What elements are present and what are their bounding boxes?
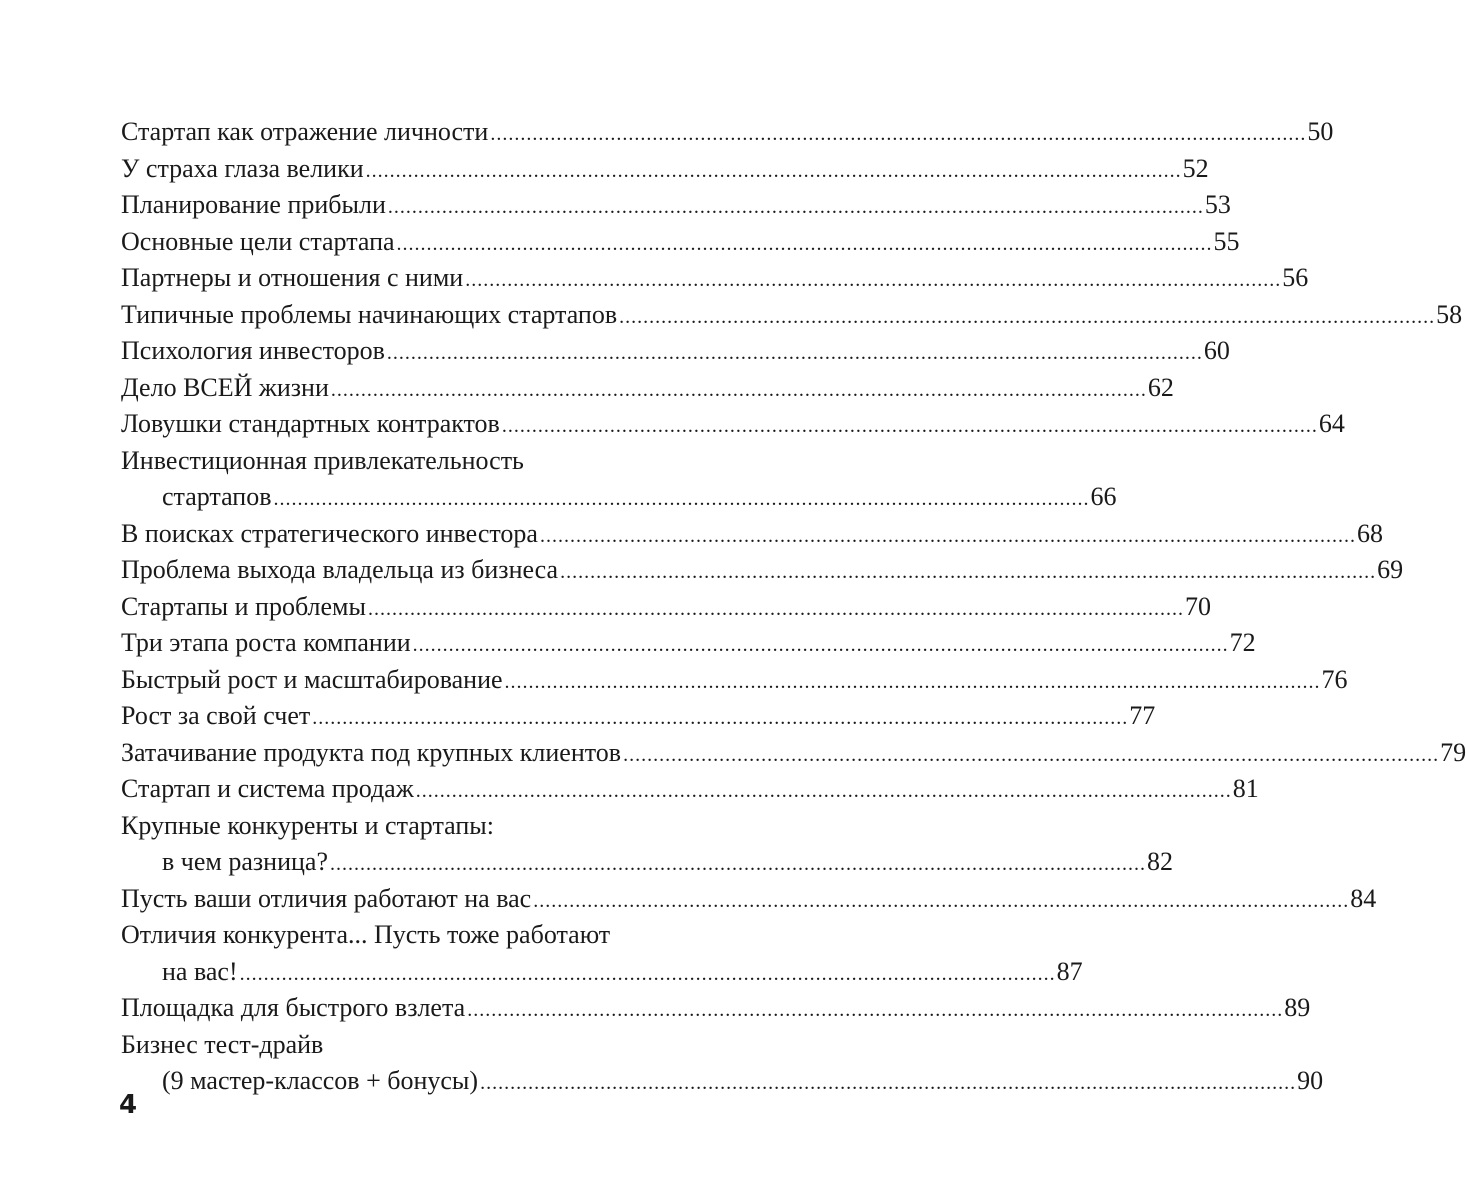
toc-entry-page: 64 <box>1318 409 1345 438</box>
dot-leader: ........................................................................................................................................ <box>329 853 1146 875</box>
toc-entry <box>121 698 1156 735</box>
dot-leader: ........................................................................................................................................ <box>387 196 1204 218</box>
toc-entry-page: 55 <box>1213 226 1240 256</box>
toc-entry <box>121 443 1117 516</box>
toc-entry-page: 58 <box>1436 299 1463 329</box>
toc-entry-page: 66 <box>1090 482 1117 511</box>
toc-entry-page: 70 <box>1184 591 1211 621</box>
toc-entry <box>121 990 1311 1027</box>
toc-entry <box>121 151 1209 188</box>
dot-leader: ........................................................................................................................................ <box>467 999 1284 1021</box>
toc-entry-page: 62 <box>1147 372 1174 402</box>
dot-leader: ........................................................................................................................................ <box>365 159 1182 182</box>
toc-entry <box>121 333 1230 370</box>
toc-entry-title: Отличия конкурента... Пусть тоже работают <box>121 920 611 949</box>
toc-entry-page: 52 <box>1182 153 1209 183</box>
toc-entry-title: Партнеры и отношения с ними <box>121 263 464 292</box>
toc-entry-title: Площадка для быстрого взлета <box>121 993 466 1022</box>
page-number: 4 <box>119 1090 138 1120</box>
toc-entry-title: Крупные конкуренты и стартапы: <box>121 810 494 840</box>
toc-entry <box>121 917 1083 990</box>
toc-entry-title-continued: на вас! <box>162 956 238 986</box>
dot-leader: ........................................................................................................................................ <box>239 962 1056 985</box>
toc-entry-page: 81 <box>1232 774 1259 803</box>
toc-entry <box>121 187 1231 224</box>
toc-entry <box>121 406 1345 443</box>
toc-entry-title: Быстрый рост и масштабирование <box>121 664 503 694</box>
toc-entry-title: Стартап и система продаж <box>121 774 414 803</box>
toc-entry <box>121 370 1174 407</box>
toc-entry-title: Проблема выхода владельца из бизнеса <box>121 555 559 584</box>
dot-leader: ........................................................................................................................................ <box>533 889 1350 912</box>
toc-entry <box>121 516 1383 553</box>
toc-entry-title: Психология инвесторов <box>121 336 385 365</box>
toc-entry-page: 82 <box>1146 847 1173 876</box>
toc-entry-page: 72 <box>1229 628 1256 657</box>
toc-entry <box>121 881 1377 918</box>
toc-entry-title: Рост за свой счет <box>121 701 311 730</box>
toc-entry-title: Бизнес тест-драйв <box>121 1029 324 1059</box>
toc-entry <box>121 735 1466 772</box>
toc-entry-title: Планирование прибыли <box>121 190 386 219</box>
toc-entry <box>121 662 1348 699</box>
dot-leader: ........................................................................................................................................ <box>396 232 1213 255</box>
toc-entry-title: Инвестиционная привлекательность <box>121 445 524 475</box>
toc-entry <box>121 808 1173 881</box>
toc-entry-page: 56 <box>1282 263 1309 292</box>
toc-entry-page: 50 <box>1307 117 1334 146</box>
toc-entry-title: Стартап как отражение личности <box>121 117 489 146</box>
toc-entry-page: 53 <box>1204 190 1231 219</box>
dot-leader: ........................................................................................................................................ <box>490 123 1307 145</box>
toc-entry-title-continued: (9 мастер-классов + бонусы) <box>162 1066 479 1095</box>
toc-entry-title: У страха глаза велики <box>121 153 364 183</box>
toc-entry <box>121 771 1259 808</box>
toc-entry-title: Ловушки стандартных контрактов <box>121 409 500 438</box>
toc-entry-title-continued: в чем разница? <box>162 847 328 876</box>
dot-leader: ........................................................................................................................................ <box>465 269 1282 291</box>
dot-leader: ........................................................................................................................................ <box>619 305 1436 328</box>
toc-entry-page: 68 <box>1356 518 1383 548</box>
dot-leader: ........................................................................................................................................ <box>539 524 1356 547</box>
toc-entry-page: 69 <box>1377 555 1404 584</box>
dot-leader: ........................................................................................................................................ <box>623 743 1440 766</box>
toc-entry <box>121 297 1463 334</box>
dot-leader: ........................................................................................................................................ <box>501 415 1318 437</box>
toc-entry-page: 60 <box>1203 336 1230 365</box>
dot-leader: ........................................................................................................................................ <box>367 597 1184 620</box>
toc-entry-page: 79 <box>1440 737 1466 767</box>
toc-entry <box>121 260 1309 297</box>
dot-leader: ........................................................................................................................................ <box>560 561 1377 583</box>
dot-leader: ........................................................................................................................................ <box>273 488 1090 510</box>
dot-leader: ........................................................................................................................................ <box>386 342 1203 364</box>
toc-entry-title: Три этапа роста компании <box>121 628 411 657</box>
dot-leader: ........................................................................................................................................ <box>330 378 1147 401</box>
toc-entry <box>121 589 1211 626</box>
dot-leader: ........................................................................................................................................ <box>504 670 1321 693</box>
toc-entry <box>121 114 1334 151</box>
toc-entry-page: 87 <box>1056 956 1083 986</box>
toc-entry-page: 77 <box>1129 701 1156 730</box>
toc-entry-page: 89 <box>1284 993 1311 1022</box>
toc-entry-title: Дело ВСЕЙ жизни <box>121 372 329 402</box>
toc-entry-title: Затачивание продукта под крупных клиентов <box>121 737 622 767</box>
toc-entry <box>121 1027 1324 1100</box>
toc-entry <box>121 625 1256 662</box>
toc-entry-title: Пусть ваши отличия работают на вас <box>121 883 532 913</box>
dot-leader: ........................................................................................................................................ <box>415 780 1232 802</box>
toc-entry-title-continued: стартапов <box>162 482 272 511</box>
toc-entry <box>121 224 1240 261</box>
table-of-contents <box>121 114 1466 1100</box>
dot-leader: ........................................................................................................................................ <box>312 707 1129 729</box>
dot-leader: ........................................................................................................................................ <box>412 634 1229 656</box>
toc-entry-title: Стартапы и проблемы <box>121 591 366 621</box>
toc-entry-page: 90 <box>1297 1066 1324 1095</box>
toc-entry-page: 76 <box>1321 664 1348 694</box>
toc-entry-title: В поисках стратегического инвестора <box>121 518 538 548</box>
dot-leader: ........................................................................................................................................ <box>480 1072 1297 1094</box>
toc-entry-title: Основные цели стартапа <box>121 226 395 256</box>
toc-entry-page: 84 <box>1350 883 1377 913</box>
toc-entry-title: Типичные проблемы начинающих стартапов <box>121 299 618 329</box>
toc-entry <box>121 552 1404 589</box>
